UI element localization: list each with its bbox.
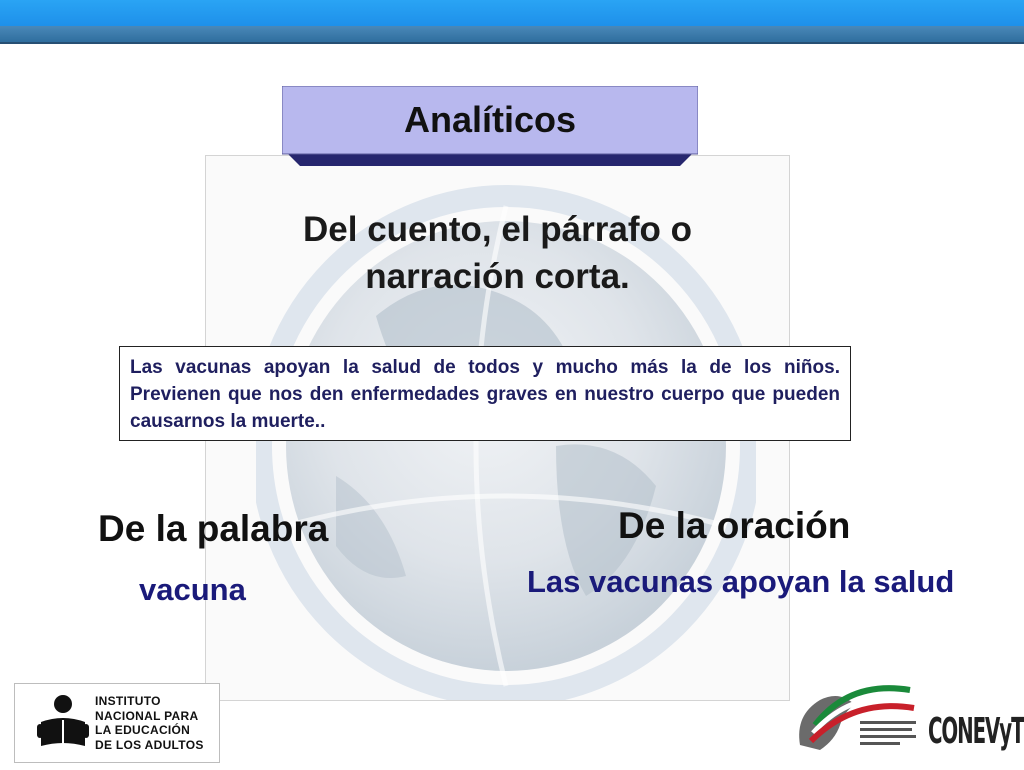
top-header-stripe xyxy=(0,26,1024,44)
conevyt-wordmark: CONEVyT xyxy=(928,711,1024,752)
slide-title: Analíticos xyxy=(403,99,577,140)
word-label: De la palabra xyxy=(98,508,329,549)
reading-person-icon xyxy=(33,692,97,756)
inea-line-3: LA EDUCACIÓN xyxy=(95,723,191,737)
top-header-bar xyxy=(0,0,1024,26)
sentence-example: Las vacunas apoyan la salud xyxy=(527,564,955,599)
passage-box: Las vacunas apoyan la salud de todos y mucho más la de los niños. Previenen que nos den enfermedades graves en nuestro cuerpo que pueden causarnos la muerte.. xyxy=(119,346,851,441)
inea-line-4: DE LOS ADULTOS xyxy=(95,737,204,752)
inea-line-1: INSTITUTO xyxy=(95,694,161,708)
title-banner xyxy=(282,86,698,166)
sentence-label: De la oración xyxy=(618,505,851,546)
eagle-emblem-icon xyxy=(780,675,930,765)
conevyt-logo xyxy=(780,675,1024,765)
inea-line-2: NACIONAL PARA xyxy=(95,708,199,723)
inea-name xyxy=(95,694,219,752)
heading-line-2: narración corta. xyxy=(365,257,630,296)
inea-logo xyxy=(14,683,220,763)
heading-line-1: Del cuento, el párrafo o xyxy=(303,210,692,249)
section-heading xyxy=(205,206,790,300)
word-example: vacuna xyxy=(139,572,246,607)
